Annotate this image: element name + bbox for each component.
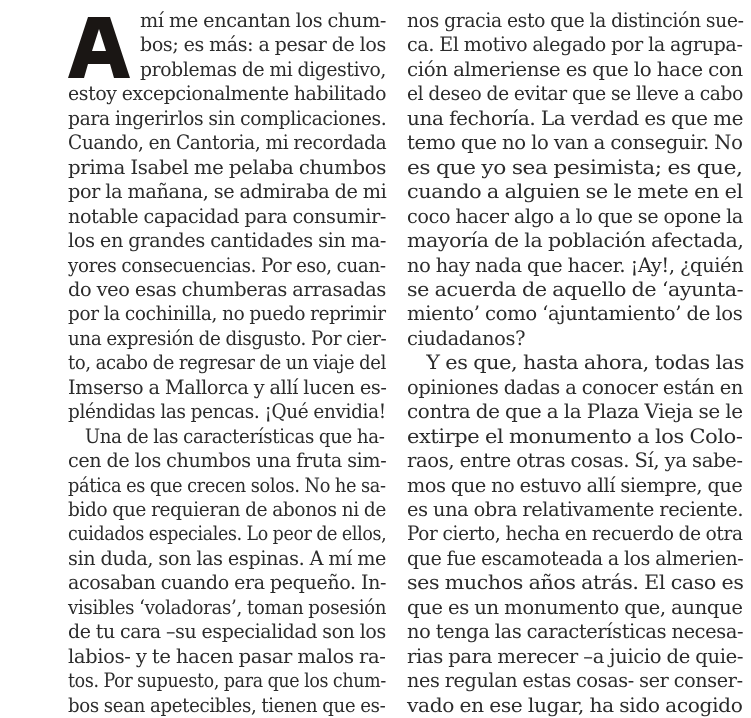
text-line: prima Isabel me pelaba chumbos [68,155,387,179]
text-line: extirpe el monumento a los Colo- [407,424,743,448]
text-line: una fechoría. La verdad es que me [407,106,744,130]
text-line: nos gracia esto que la distinción sue- [407,9,744,32]
text-line: cuidados especiales. Lo peor de ellos, [68,522,387,546]
text-line: no tenga las características necesa- [407,620,744,644]
text-line: bos sean apetecibles, tienen que es- [68,693,386,717]
text-line: bido que requieran de abonos ni de [68,498,386,521]
text-line: opiniones dadas a conocer están en [407,375,743,399]
text-line: miento’ como ‘ajuntamiento’ de los [407,302,743,326]
text-line: cen de los chumbos una fruta sim- [68,449,387,473]
text-line: estoy excepcionalmente habilitado [68,82,387,106]
text-line: bos; es más: a pesar de los [140,33,386,57]
text-line: de tu cara –su especialidad son los [68,620,386,644]
text-line: se acuerda de aquello de ‘ayunta- [407,277,744,301]
drop-cap-letter-a [68,17,130,78]
text-line: to, acabo de regresar de un viaje del [68,351,386,375]
text-line: es que yo sea pesimista; es que, [407,155,743,179]
text-line: ses muchos años atrás. El caso es [407,571,744,595]
text-line: Imserso a Mallorca y allí lucen es- [68,375,387,399]
text-line: pléndidas las pencas. ¡Qué envidia! [68,400,386,424]
text-line: Cuando, en Cantoria, mi recordada [68,131,387,155]
text-line: rias para merecer –a juicio de quie- [407,644,744,668]
text-line: para ingerirlos sin complicaciones. [68,106,387,130]
text-line: ción almeriense es que lo hace con [407,57,743,81]
text-line: nes regulan estas cosas- ser conser- [407,669,743,693]
text-line: sin duda, son las espinas. A mí me [68,546,387,570]
text-line: vado en ese lugar, ha sido acogido [407,693,743,717]
text-line: yores consecuencias. Por eso, cuan- [68,253,386,277]
text-line: contra de que a la Plaza Vieja se le [407,400,743,424]
text-line: los en grandes cantidades sin ma- [68,229,387,253]
text-line: cuando a alguien se le mete en el [407,180,743,204]
text-line: el deseo de evitar que se lleve a cabo [407,82,743,106]
text-line: labios- y te hacen pasar malos ra- [68,644,386,668]
text-line: mí me encantan los chum- [140,9,387,32]
text-line: una expresión de disgusto. Por cier- [68,326,387,350]
text-line: es una obra relativamente reciente. [407,498,744,521]
text-line: coco hacer algo a lo que se opone la [407,204,743,228]
text-line: por la mañana, se admiraba de mi [68,180,387,204]
text-line: notable capacidad para consumir- [68,204,387,228]
text-line: mayoría de la población afectada, [407,229,744,253]
text-line: do veo esas chumberas arrasadas [68,277,386,301]
text-line: pática es que crecen solos. No he sa- [68,473,386,497]
text-line: Una de las características que ha- [84,424,385,448]
text-line: temo que no lo van a conseguir. No [407,131,743,155]
text-line: por la cochinilla, no puedo reprimir [68,302,386,326]
text-line: Y es que, hasta ahora, todas las [426,351,745,375]
text-line: tos. Por supuesto, para que los chum- [68,669,386,693]
text-line: ciudadanos? [407,326,526,350]
text-line: mos que no estuvo allí siempre, que [407,473,743,497]
text-line: que es un monumento que, aunque [407,595,743,619]
text-line: no hay nada que hacer. ¡Ay!, ¿quién [407,253,744,277]
text-line: visibles ‘voladoras’, toman posesión [68,595,387,619]
text-line: raos, entre otras cosas. Sí, ya sabe- [407,449,743,473]
text-line: acosaban cuando era pequeño. In- [68,571,387,595]
text-line: problemas de mi digestivo, [140,57,387,81]
text-line: ca. El motivo alegado por la agrupa- [407,33,743,57]
text-line: Por cierto, hecha en recuerdo de otra [407,522,743,546]
text-line: que fue escamoteada a los almerien- [407,546,744,570]
